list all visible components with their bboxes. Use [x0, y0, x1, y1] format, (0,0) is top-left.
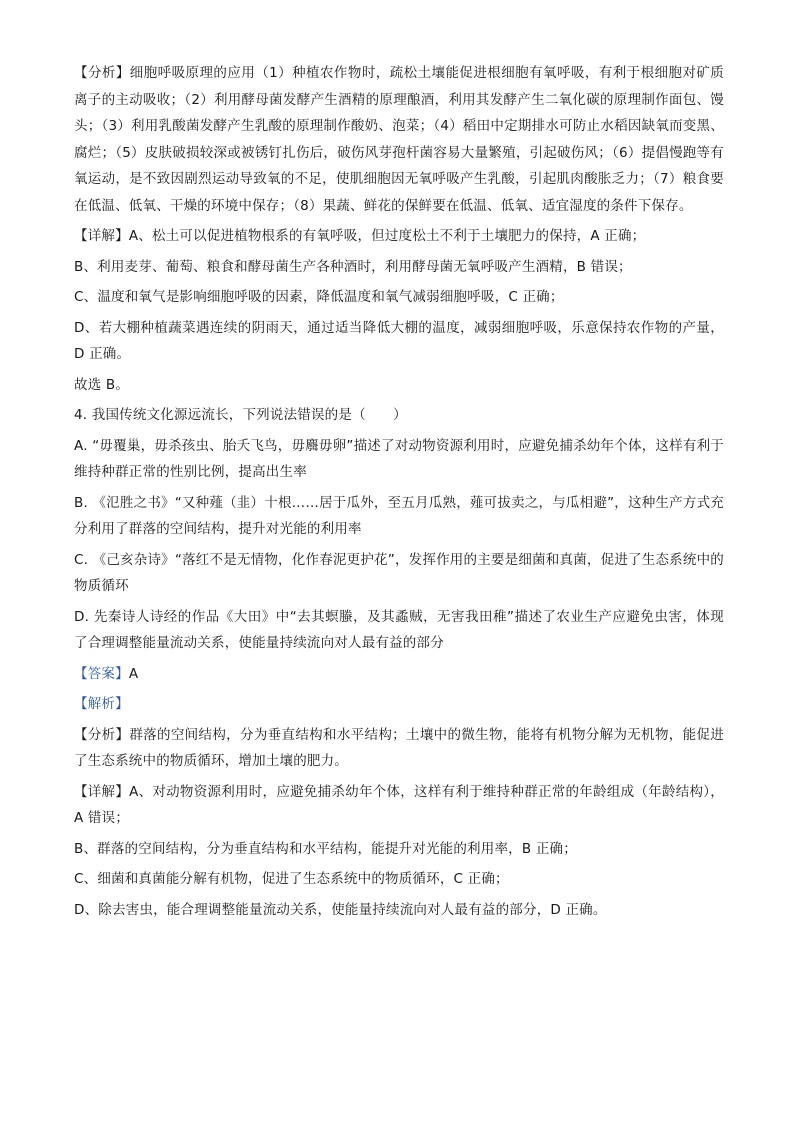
- detail-paragraph-c: C、温度和氧气是影响细胞呼吸的因素，降低温度和氧气减弱细胞呼吸，C 正确；: [74, 289, 564, 305]
- q4-detail-paragraph-a: [74, 779, 724, 832]
- detail-paragraph-d: D、若大棚种植蔬菜遇连续的阴雨天，通过适当降低大棚的温度，减弱细胞呼吸，乐意保持农作物的产量，D 正确。: [74, 319, 724, 362]
- q4-detail-paragraph-c: C、细菌和真菌能分解有机物，促进了生态系统中的物质循环，C 正确；: [74, 871, 509, 887]
- answer-line: [74, 661, 724, 688]
- analysis-tag: 【分析】: [74, 65, 130, 81]
- detail-text-a: A、松土可以促进植物根系的有氧呼吸，但过度松土不利于土壤肥力的保持，A 正确；: [128, 228, 646, 244]
- conclusion-text: 故选 B。: [74, 376, 130, 393]
- q4-analysis-text: 群落的空间结构，分为垂直结构和水平结构；土壤中的微生物，能将有机物分解为无机物，能促进了生态系统中的物质循环，增加土壤的肥力。: [74, 726, 724, 769]
- q4-detail-tag: 【详解】: [74, 783, 130, 800]
- answer-value: A: [128, 665, 139, 682]
- question-4-option-c: C. 《己亥杂诗》“落红不是无情物，化作春泥更护花”，发挥作用的主要是细菌和真菌，促进了生态系统中的物质循环: [74, 551, 724, 594]
- analysis-paragraph: [74, 60, 724, 219]
- q4-analysis-tag: 【分析】: [74, 726, 130, 743]
- q4-detail-text-a: A、对动物资源利用时，应避免捕杀幼年个体，这样有利于维持种群正常的年龄组成（年龄结构），A 错误；: [74, 783, 724, 826]
- q4-analysis-paragraph: [74, 722, 724, 775]
- document-page: [74, 60, 724, 927]
- detail-paragraph-a: [74, 223, 724, 250]
- explanation-heading: 【解析】: [74, 696, 129, 712]
- question-4-option-b: B. 《氾胜之书》“又种薤（韭）十根……居于瓜外，至五月瓜熟，薤可拔卖之，与瓜相避”，这种生产方式充分利用了群落的空间结构，提升对光能的利用率: [74, 494, 724, 537]
- q4-detail-paragraph-b: B、群落的空间结构，分为垂直结构和水平结构，能提升对光能的利用率，B 正确；: [74, 840, 577, 857]
- question-4-stem: 4. 我国传统文化源远流长，下列说法错误的是（ ）: [74, 407, 407, 423]
- answer-tag: 【答案】: [74, 665, 129, 682]
- question-4-option-d: D. 先秦诗人诗经的作品《大田》中“去其螟螣，及其蟊贼，无害我田稚”描述了农业生产应避免虫害，体现了合理调整能量流动关系，使能量持续流向对人最有益的部分: [74, 608, 724, 651]
- detail-tag: 【详解】: [74, 228, 129, 244]
- q4-detail-paragraph-d: D、除去害虫，能合理调整能量流动关系，使能量持续流向对人最有益的部分，D 正确。: [74, 901, 607, 918]
- detail-paragraph-b: B、利用麦芽、葡萄、粮食和酵母菌生产各种酒时，利用酵母菌无氧呼吸产生酒精，B 错误；: [74, 258, 632, 275]
- question-4-option-a: A. “毋覆巢，毋杀孩虫、胎夭飞鸟，毋麛毋卵”描述了对动物资源利用时，应避免捕杀幼年个体，这样有利于维持种群正常的性别比例，提高出生率: [74, 437, 724, 480]
- analysis-text: 细胞呼吸原理的应用（1）种植农作物时，疏松土壤能促进根细胞有氧呼吸，有利于根细胞对矿质离子的主动吸收；（2）利用酵母菌发酵产生酒精的原理酿酒，利用其发酵产生二氧化碳的原理制作面包、馒头；（3）利用乳酸菌发酵产生乳酸的原理制作酸奶、泡菜；（4）稻田中定期排水可防止水稻因缺氧而变黑、腐烂；（5）皮肤破损较深或被锈钉扎伤后，破伤风芽孢杆菌容易大量繁殖，引起破伤风；（6）提倡慢跑等有氧运动，是不致因剧烈运动导致氧的不足，使肌细胞因无氧呼吸产生乳酸，引起肌肉酸胀乏力；（7）粮食要在低温、低氧、干燥的环境中保存；（8）果蔬、鲜花的保鲜要在低温、低氧、适宜湿度的条件下保存。: [74, 65, 724, 214]
